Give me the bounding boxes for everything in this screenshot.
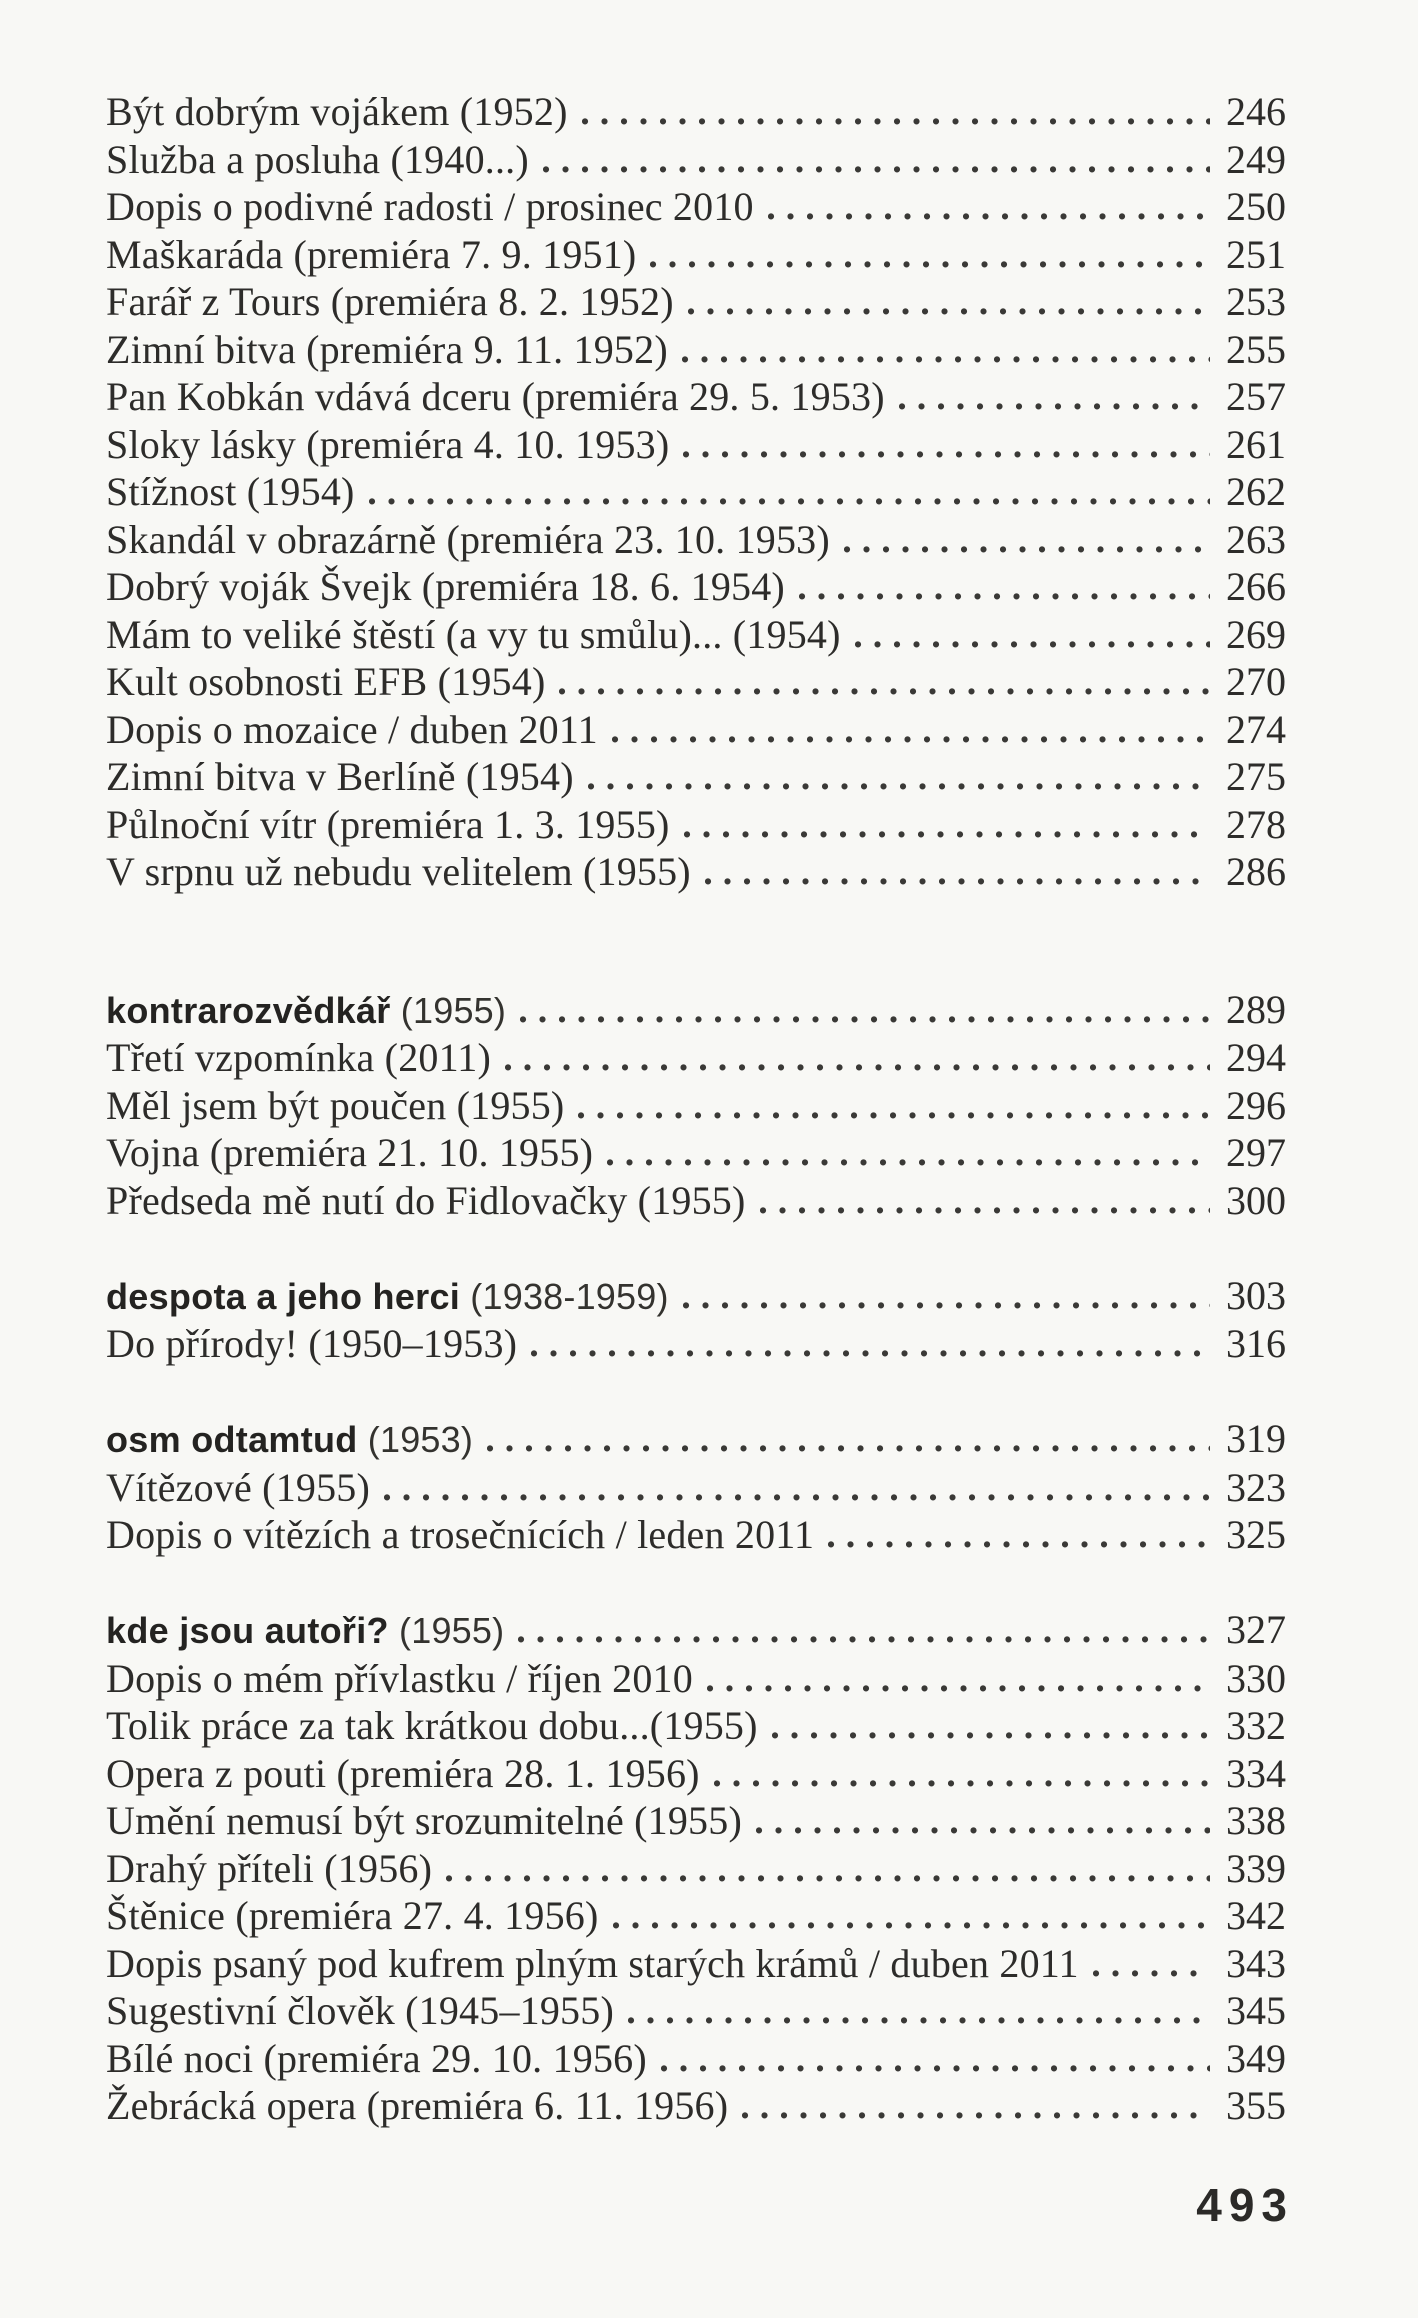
dot-leader <box>505 1064 1210 1071</box>
toc-entry-text: Dopis psaný pod kufrem plným starých krámů / duben 2011 <box>106 1940 1079 1986</box>
dot-leader <box>531 1350 1210 1357</box>
toc-entry-row <box>106 2035 1286 2083</box>
toc-section-heading-row <box>106 1272 1286 1321</box>
toc-entry-text: Dopis o mozaice / duben 2011 <box>106 706 598 752</box>
dot-leader <box>855 641 1210 648</box>
toc-page-number: 266 <box>1226 564 1286 609</box>
toc-section <box>106 986 1286 1225</box>
toc-heading-year-text: (1955) <box>390 989 507 1031</box>
dot-leader <box>588 783 1210 790</box>
toc-page-number: 334 <box>1226 1750 1286 1796</box>
toc-section-heading-row <box>106 1415 1286 1464</box>
toc-page-number: 345 <box>1226 1988 1286 2033</box>
dot-leader <box>487 1445 1210 1452</box>
toc-entry-row <box>106 1750 1286 1798</box>
toc-page-number: 275 <box>1226 754 1286 799</box>
dot-leader <box>828 1541 1210 1548</box>
toc-page-number: 278 <box>1226 801 1286 847</box>
toc-entry-row <box>106 278 1286 326</box>
toc-page-number: 261 <box>1226 421 1286 467</box>
toc-heading-year-text: (1953) <box>357 1419 474 1460</box>
toc-entry-row <box>106 373 1286 421</box>
toc-entry-row <box>106 706 1286 754</box>
dot-leader <box>705 878 1210 885</box>
toc-entry-row <box>106 1702 1286 1750</box>
toc-section-heading-title <box>106 1606 504 1655</box>
toc-entry-text: Drahý příteli (1956) <box>106 1845 433 1891</box>
toc-entry-text: Třetí vzpomínka (2011) <box>106 1035 492 1080</box>
toc-entry-row <box>106 136 1286 184</box>
toc-entry-title <box>106 326 668 374</box>
toc-entry-text: Předseda mě nutí do Fidlovačky (1955) <box>106 1177 746 1223</box>
toc-entry-title <box>106 1177 746 1225</box>
dot-leader <box>683 451 1210 458</box>
toc-entry-row <box>106 183 1286 231</box>
toc-page-number: 296 <box>1226 1082 1286 1128</box>
toc-entry-text: Být dobrým vojákem (1952) <box>106 89 568 134</box>
toc-section <box>106 1415 1286 1559</box>
dot-leader <box>559 688 1210 695</box>
toc-page-number: 286 <box>1226 849 1286 894</box>
toc-entry-row <box>106 468 1286 516</box>
dot-leader <box>628 2017 1210 2024</box>
toc-entry-title <box>106 1702 758 1750</box>
toc-entry-title <box>106 1940 1079 1988</box>
toc-entry-text: Zimní bitva v Berlíně (1954) <box>106 754 574 799</box>
dot-leader <box>760 1207 1210 1214</box>
toc-page-number: 251 <box>1226 231 1286 277</box>
toc-entry-row <box>106 88 1286 136</box>
dot-leader <box>384 1494 1210 1501</box>
toc-entry-row <box>106 753 1286 801</box>
toc-page-number: 342 <box>1226 1893 1286 1938</box>
toc-page-number: 319 <box>1226 1416 1286 1461</box>
toc-entry-title <box>106 1797 742 1845</box>
toc-entry-text: Sloky lásky (premiéra 4. 10. 1953) <box>106 421 670 467</box>
toc-page-number: 300 <box>1226 1177 1286 1223</box>
toc-entry-row <box>106 563 1286 611</box>
toc-entry-text: V srpnu už nebudu velitelem (1955) <box>106 849 691 894</box>
toc-entry-text: Dopis o vítězích a trosečnících / leden 2011 <box>106 1512 815 1557</box>
toc-entry-title <box>106 373 885 421</box>
toc-page-number: 289 <box>1226 986 1286 1032</box>
toc-entry-title <box>106 1320 517 1368</box>
toc-entry-title <box>106 2082 728 2130</box>
toc-page-number: 255 <box>1226 326 1286 372</box>
toc-entry-text: Zimní bitva (premiéra 9. 11. 1952) <box>106 326 668 372</box>
toc-page-number: 294 <box>1226 1035 1286 1080</box>
toc-section-heading-title <box>106 1272 669 1321</box>
toc-heading-bold-text: despota a jeho herci <box>106 1275 461 1317</box>
toc-heading-year-text: (1955) <box>388 1610 505 1651</box>
toc-entry-row <box>106 1940 1286 1988</box>
toc-page-number: 327 <box>1226 1607 1286 1652</box>
toc-entry-text: Štěnice (premiéra 27. 4. 1956) <box>106 1893 599 1938</box>
toc-page-number: 339 <box>1226 1845 1286 1891</box>
toc-entry-title <box>106 1987 614 2035</box>
page-number-footer: 493 <box>1196 2179 1294 2231</box>
toc-page-number: 297 <box>1226 1130 1286 1175</box>
toc-entry-title <box>106 1892 599 1940</box>
toc-page-number: 270 <box>1226 659 1286 704</box>
toc-page-number: 316 <box>1226 1321 1286 1366</box>
toc-entry-text: Kult osobnosti EFB (1954) <box>106 659 546 704</box>
toc-entry-row <box>106 326 1286 374</box>
toc-entry-row <box>106 1797 1286 1845</box>
toc-heading-year-text: (1938-1959) <box>460 1275 669 1317</box>
toc-entry-title <box>106 658 545 706</box>
toc-page-number: 257 <box>1226 374 1286 419</box>
toc-entry-title <box>106 1845 432 1893</box>
toc-entry-text: Bílé noci (premiéra 29. 10. 1956) <box>106 2035 647 2081</box>
toc-entry-text: Farář z Tours (premiéra 8. 2. 1952) <box>106 279 674 324</box>
toc-entry-row <box>106 1464 1286 1512</box>
toc-entry-title <box>106 516 830 564</box>
toc-page-number: 330 <box>1226 1655 1286 1701</box>
toc-section-heading-row <box>106 1606 1286 1655</box>
toc-entry-text: Opera z pouti (premiéra 28. 1. 1956) <box>106 1750 700 1796</box>
dot-leader <box>369 498 1210 505</box>
dot-leader <box>799 593 1210 600</box>
toc-entry-text: Vítězové (1955) <box>106 1464 371 1510</box>
toc-entry-text: Měl jsem být poučen (1955) <box>106 1082 565 1128</box>
toc-page-number: 338 <box>1226 1798 1286 1843</box>
toc-page-number: 269 <box>1226 611 1286 657</box>
dot-leader <box>518 1636 1210 1643</box>
toc-entry-title <box>106 1655 693 1703</box>
toc-entry-title <box>106 183 754 231</box>
toc-entry-title <box>106 421 669 469</box>
toc-entry-text: Dopis o mém přívlastku / říjen 2010 <box>106 1655 693 1701</box>
toc-entry-text: Služba a posluha (1940...) <box>106 136 529 182</box>
toc-entry-row <box>106 1034 1286 1082</box>
toc-entry-row <box>106 801 1286 849</box>
toc-entry-text: Vojna (premiéra 21. 10. 1955) <box>106 1130 594 1175</box>
dot-leader <box>612 736 1210 743</box>
dot-leader <box>1093 1970 1210 1977</box>
toc-entry-title <box>106 1750 700 1798</box>
toc-entry-row <box>106 1511 1286 1559</box>
toc-entry-title <box>106 753 574 801</box>
toc-section-heading-title <box>106 1415 473 1464</box>
toc-entry-text: Dopis o podivné radosti / prosinec 2010 <box>106 184 754 229</box>
toc-entry-title <box>106 231 636 279</box>
toc-page-number: 343 <box>1226 1940 1286 1986</box>
toc-entry-row <box>106 2082 1286 2130</box>
toc-entry-text: Pan Kobkán vdává dceru (premiéra 29. 5. 1953) <box>106 374 885 419</box>
toc-entry-title <box>106 278 674 326</box>
dot-leader <box>683 1302 1210 1309</box>
toc-entry-text: Skandál v obrazárně (premiéra 23. 10. 1953) <box>106 516 830 562</box>
toc-page-number: 323 <box>1226 1464 1286 1510</box>
toc-entry-text: Dobrý voják Švejk (premiéra 18. 6. 1954) <box>106 564 785 609</box>
dot-leader <box>684 831 1210 838</box>
toc-entry-title <box>106 88 568 136</box>
toc-entry-row <box>106 848 1286 896</box>
toc-entry-title <box>106 136 529 184</box>
toc-entry-row <box>106 1845 1286 1893</box>
dot-leader <box>707 1685 1210 1692</box>
toc-entry-row <box>106 611 1286 659</box>
toc-entry-row <box>106 1129 1286 1177</box>
toc-entry-text: Do přírody! (1950–1953) <box>106 1321 518 1366</box>
toc-entry-text: Umění nemusí být srozumitelné (1955) <box>106 1798 742 1843</box>
dot-leader <box>844 546 1210 553</box>
toc-page-number: 332 <box>1226 1703 1286 1748</box>
toc-page-number: 246 <box>1226 89 1286 134</box>
dot-leader <box>682 356 1210 363</box>
toc-entry-row <box>106 1892 1286 1940</box>
toc-entry-text: Maškaráda (premiéra 7. 9. 1951) <box>106 231 637 277</box>
toc-section-heading-row <box>106 986 1286 1035</box>
toc-entry-title <box>106 611 841 659</box>
toc-entry-row <box>106 231 1286 279</box>
toc-entry-row <box>106 1082 1286 1130</box>
toc-entry-text: Tolik práce za tak krátkou dobu...(1955) <box>106 1703 758 1748</box>
dot-leader <box>714 1780 1210 1787</box>
toc-page-number: 303 <box>1226 1272 1286 1318</box>
toc-section-heading-title <box>106 986 506 1035</box>
toc-page-number: 253 <box>1226 279 1286 324</box>
dot-leader <box>742 2112 1210 2119</box>
toc-entry-title <box>106 563 785 611</box>
toc-entry-title <box>106 706 598 754</box>
toc-entry-row <box>106 516 1286 564</box>
table-of-contents <box>106 88 1286 2130</box>
dot-leader <box>607 1159 1210 1166</box>
toc-page-number: 263 <box>1226 516 1286 562</box>
dot-leader <box>578 1112 1210 1119</box>
dot-leader <box>582 118 1210 125</box>
toc-section <box>106 1272 1286 1368</box>
toc-entry-row <box>106 658 1286 706</box>
toc-entry-title <box>106 2035 647 2083</box>
dot-leader <box>899 403 1210 410</box>
toc-entry-row <box>106 1320 1286 1368</box>
dot-leader <box>688 308 1210 315</box>
toc-entry-text: Žebrácká opera (premiéra 6. 11. 1956) <box>106 2083 729 2128</box>
toc-entry-title <box>106 848 691 896</box>
dot-leader <box>543 166 1210 173</box>
toc-page-number: 250 <box>1226 184 1286 229</box>
toc-entry-title <box>106 1511 814 1559</box>
toc-entry-title <box>106 1464 370 1512</box>
toc-entry-text: Sugestivní člověk (1945–1955) <box>106 1988 614 2033</box>
toc-entry-row <box>106 1655 1286 1703</box>
toc-page-number: 325 <box>1226 1512 1286 1557</box>
dot-leader <box>520 1016 1210 1023</box>
toc-page-number: 249 <box>1226 136 1286 182</box>
toc-page-number: 274 <box>1226 706 1286 752</box>
dot-leader <box>772 1732 1210 1739</box>
toc-entry-title <box>106 1034 491 1082</box>
dot-leader <box>768 213 1210 220</box>
toc-entry-row <box>106 1987 1286 2035</box>
toc-entry-row <box>106 421 1286 469</box>
toc-entry-title <box>106 1129 593 1177</box>
dot-leader <box>613 1922 1210 1929</box>
toc-section <box>106 88 1286 896</box>
toc-heading-bold-text: kontrarozvědkář <box>106 989 391 1031</box>
toc-entry-row <box>106 1177 1286 1225</box>
toc-entry-title <box>106 468 355 516</box>
toc-section <box>106 1606 1286 2130</box>
toc-entry-title <box>106 801 670 849</box>
toc-entry-text: Půlnoční vítr (premiéra 1. 3. 1955) <box>106 801 670 847</box>
toc-heading-bold-text: osm odtamtud <box>106 1419 358 1460</box>
toc-page-number: 262 <box>1226 469 1286 514</box>
dot-leader <box>756 1827 1210 1834</box>
dot-leader <box>446 1875 1210 1882</box>
toc-heading-bold-text: kde jsou autoři? <box>106 1610 389 1651</box>
toc-entry-title <box>106 1082 564 1130</box>
dot-leader <box>661 2065 1210 2072</box>
toc-entry-text: Mám to veliké štěstí (a vy tu smůlu)... (1954) <box>106 611 841 657</box>
toc-page-number: 349 <box>1226 2035 1286 2081</box>
toc-entry-text: Stížnost (1954) <box>106 469 355 514</box>
toc-page-number: 355 <box>1226 2083 1286 2128</box>
dot-leader <box>650 261 1210 268</box>
